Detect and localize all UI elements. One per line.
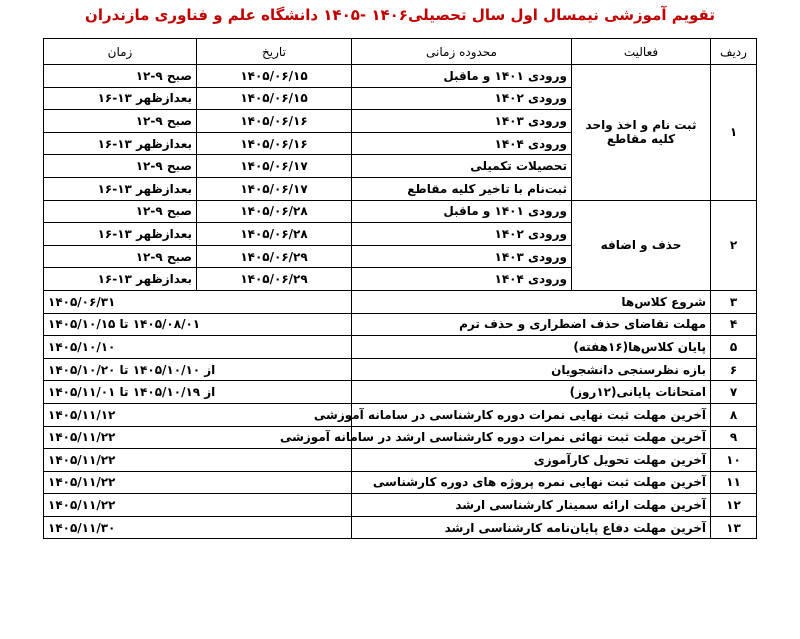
scope-cell: ورودی ۱۴۰۴ — [352, 268, 572, 291]
activity-cell: آخرین مهلت ارائه سمینار کارشناسی ارشد — [352, 494, 711, 517]
scope-cell: ثبت‌نام با تاخیر کلیه مقاطع — [352, 177, 572, 200]
deadline-cell: از ۱۴۰۵/۱۰/۱۰ تا ۱۴۰۵/۱۰/۲۰ — [44, 358, 352, 381]
date-cell: ۱۴۰۵/۰۶/۲۹ — [197, 245, 352, 268]
table-row — [44, 426, 757, 449]
activity-cell: حذف و اضافه — [572, 200, 711, 290]
row-number: ۹ — [711, 426, 757, 449]
deadline-cell: ۱۴۰۵/۱۱/۲۲ — [44, 494, 352, 517]
table-row — [44, 381, 757, 404]
header-date: تاریخ — [197, 39, 352, 65]
date-cell: ۱۴۰۵/۰۶/۱۷ — [197, 177, 352, 200]
time-cell: صبح ۹-۱۲ — [44, 245, 197, 268]
activity-cell: آخرین مهلت ثبت نهایی نمره پروژه های دوره کارشناسی — [352, 471, 711, 494]
document-title: تقویم آموزشی نیمسال اول سال تحصیلی۱۴۰۶ -۱۴۰۵ دانشگاه علم و فناوری مازندران — [85, 6, 715, 24]
date-cell: ۱۴۰۵/۰۶/۲۹ — [197, 268, 352, 291]
date-cell: ۱۴۰۵/۰۶/۱۵ — [197, 87, 352, 110]
table-row — [44, 200, 757, 223]
row-number: ۵ — [711, 336, 757, 359]
row-number: ۱۳ — [711, 516, 757, 539]
deadline-cell: ۱۴۰۵/۱۰/۱۰ — [44, 336, 352, 359]
scope-cell: ورودی ۱۴۰۱ و ماقبل — [352, 65, 572, 88]
activity-cell: بازه نظرسنجی دانشجویان — [352, 358, 711, 381]
table-row — [44, 336, 757, 359]
activity-cell: مهلت تقاضای حذف اضطراری و حذف ترم — [352, 313, 711, 336]
deadline-cell: ۱۴۰۵/۰۶/۳۱ — [44, 290, 352, 313]
deadline-cell: ۱۴۰۵/۱۱/۱۲ — [44, 403, 352, 426]
scope-cell: ورودی ۱۴۰۲ — [352, 87, 572, 110]
activity-cell: آخرین مهلت دفاع پایان‌نامه کارشناسی ارشد — [352, 516, 711, 539]
activity-cell: پایان کلاس‌ها(۱۶هفته) — [352, 336, 711, 359]
date-cell: ۱۴۰۵/۰۶/۲۸ — [197, 223, 352, 246]
date-cell: ۱۴۰۵/۰۶/۲۸ — [197, 200, 352, 223]
time-cell: صبح ۹-۱۲ — [44, 200, 197, 223]
time-cell: بعدازظهر ۱۳-۱۶ — [44, 177, 197, 200]
table-row — [44, 449, 757, 472]
table-row — [44, 403, 757, 426]
academic-calendar-table — [43, 38, 757, 539]
date-cell: ۱۴۰۵/۰۶/۱۶ — [197, 132, 352, 155]
row-number: ۷ — [711, 381, 757, 404]
table-row — [44, 313, 757, 336]
header-activity: فعالیت — [572, 39, 711, 65]
activity-cell: ثبت نام و اخذ واحد کلیه مقاطع — [572, 65, 711, 201]
deadline-cell: از ۱۴۰۵/۱۰/۱۹ تا ۱۴۰۵/۱۱/۰۱ — [44, 381, 352, 404]
row-number: ۱۱ — [711, 471, 757, 494]
time-cell: بعدازظهر ۱۳-۱۶ — [44, 132, 197, 155]
scope-cell: ورودی ۱۴۰۴ — [352, 132, 572, 155]
row-number: ۴ — [711, 313, 757, 336]
deadline-cell: ۱۴۰۵/۰۸/۰۱ تا ۱۴۰۵/۱۰/۱۵ — [44, 313, 352, 336]
table-row — [44, 494, 757, 517]
activity-cell: آخرین مهلت تحویل کارآموزی — [352, 449, 711, 472]
deadline-cell: ۱۴۰۵/۱۱/۳۰ — [44, 516, 352, 539]
row-number: ۱۰ — [711, 449, 757, 472]
date-cell: ۱۴۰۵/۰۶/۱۶ — [197, 110, 352, 133]
time-cell: بعدازظهر ۱۳-۱۶ — [44, 223, 197, 246]
row-number: ۱۲ — [711, 494, 757, 517]
scope-cell: ورودی ۱۴۰۱ و ماقبل — [352, 200, 572, 223]
time-cell: بعدازظهر ۱۳-۱۶ — [44, 268, 197, 291]
row-number: ۶ — [711, 358, 757, 381]
time-cell: صبح ۹-۱۲ — [44, 155, 197, 178]
scope-cell: ورودی ۱۴۰۳ — [352, 110, 572, 133]
date-cell: ۱۴۰۵/۰۶/۱۵ — [197, 65, 352, 88]
table-row — [44, 65, 757, 88]
time-cell: صبح ۹-۱۲ — [44, 110, 197, 133]
deadline-cell: ۱۴۰۵/۱۱/۲۲ — [44, 471, 352, 494]
table-row — [44, 471, 757, 494]
header-scope: محدوده زمانی — [352, 39, 572, 65]
header-row-no: ردیف — [711, 39, 757, 65]
activity-cell: امتحانات پایانی(۱۲روز) — [352, 381, 711, 404]
activity-cell: آخرین مهلت ثبت نهائی نمرات دوره کارشناسی ارشد در سامانه آموزشی — [352, 426, 711, 449]
table-row — [44, 358, 757, 381]
row-number: ۸ — [711, 403, 757, 426]
time-cell: بعدازظهر ۱۳-۱۶ — [44, 87, 197, 110]
scope-cell: ورودی ۱۴۰۳ — [352, 245, 572, 268]
time-cell: صبح ۹-۱۲ — [44, 65, 197, 88]
deadline-cell: ۱۴۰۵/۱۱/۲۲ — [44, 426, 352, 449]
deadline-cell: ۱۴۰۵/۱۱/۲۲ — [44, 449, 352, 472]
row-number: ۱ — [711, 65, 757, 201]
header-row — [44, 39, 757, 65]
activity-cell: آخرین مهلت ثبت نهایی نمرات دوره کارشناسی در سامانه آموزشی — [352, 403, 711, 426]
header-time: زمان — [44, 39, 197, 65]
activity-cell: شروع کلاس‌ها — [352, 290, 711, 313]
row-number: ۳ — [711, 290, 757, 313]
table-row — [44, 290, 757, 313]
table-row — [44, 516, 757, 539]
date-cell: ۱۴۰۵/۰۶/۱۷ — [197, 155, 352, 178]
scope-cell: ورودی ۱۴۰۲ — [352, 223, 572, 246]
scope-cell: تحصیلات تکمیلی — [352, 155, 572, 178]
row-number: ۲ — [711, 200, 757, 290]
